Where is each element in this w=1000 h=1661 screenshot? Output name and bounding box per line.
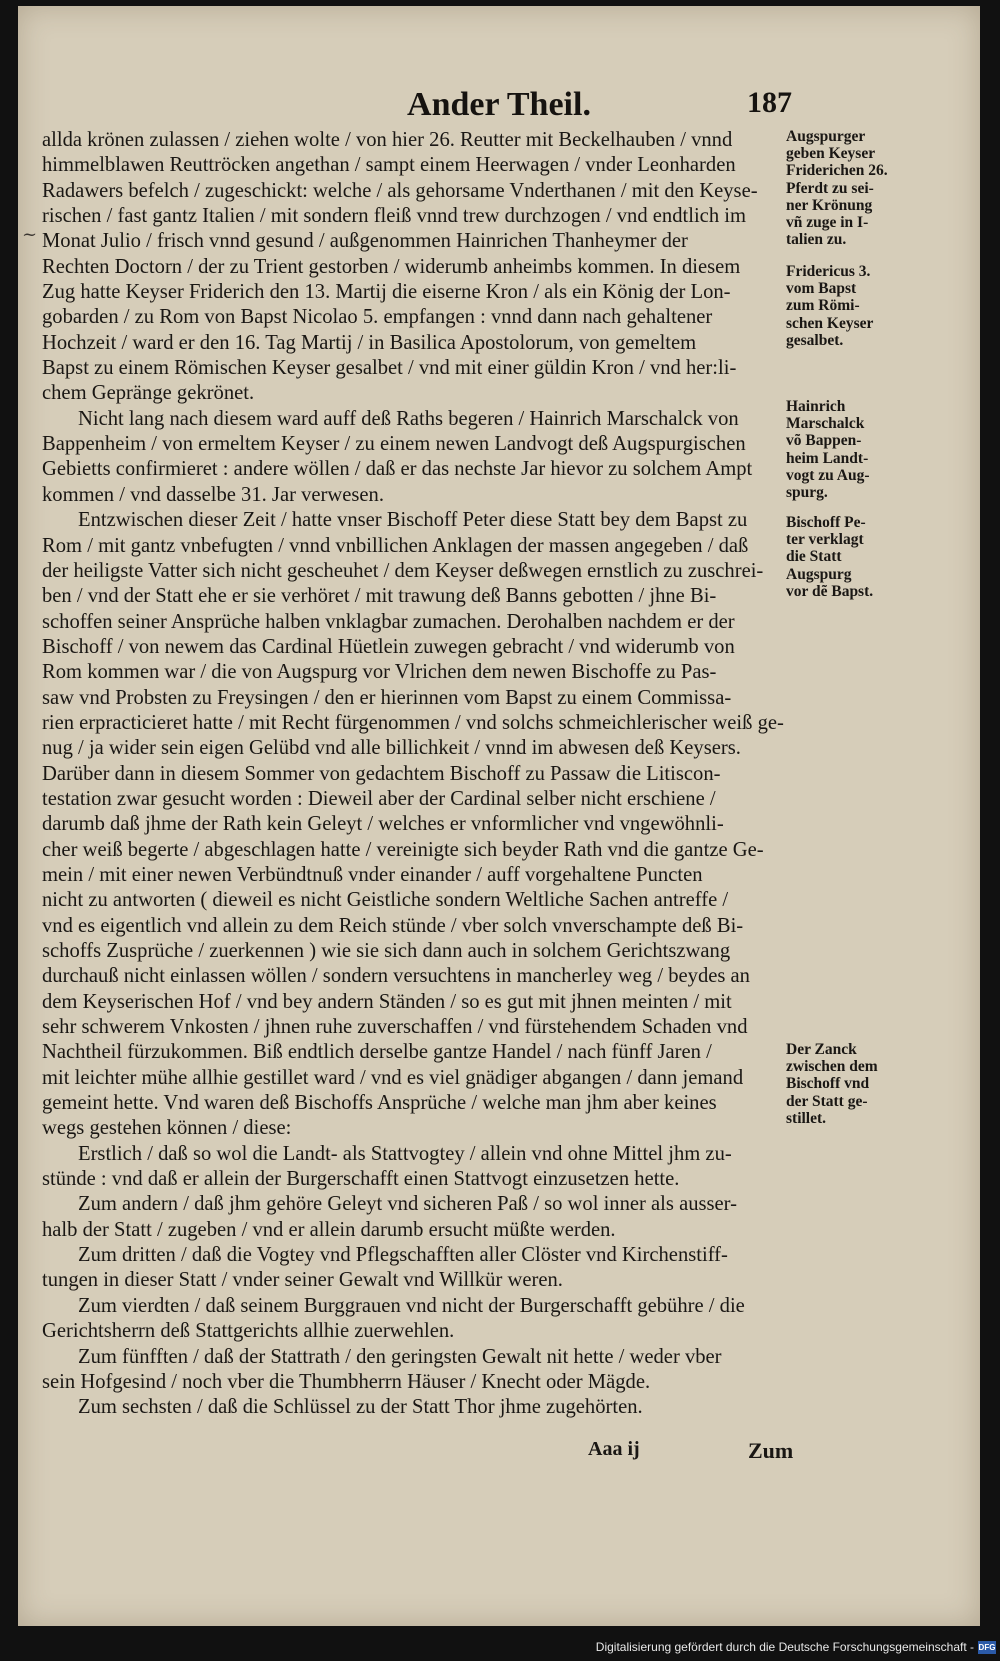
margin-note-line: Fridericus 3. — [786, 263, 871, 280]
margin-note-line: spurg. — [786, 484, 828, 502]
text-line: stünde : vnd daß er allein der Burgerschafft einen Stattvogt einzusetzen hette. — [42, 1168, 680, 1191]
margin-note-line: der Statt ge- — [786, 1092, 868, 1110]
dfg-logo-icon: DFG — [978, 1643, 996, 1652]
text-line: himmelblawen Reuttröcken angethan / sampt einem Heerwagen / vnder Leonharden — [42, 154, 736, 177]
text-line: schoffen seiner Ansprüche halben vnklagbar zumachen. Derohalben nachdem er der — [42, 610, 735, 633]
text-line: schoffs Zusprüche / zuerkennen ) wie sie sich dann auch in solchem Gerichtszwang — [42, 940, 731, 962]
text-line: rien erpracticieret hatte / mit Recht fürgenommen / vnd solchs schmeichlerischer weiß ge- — [42, 711, 784, 734]
text-line: Nachtheil fürzukommen. Biß endtlich derselbe gantze Handel / nach fünff Jaren / — [42, 1041, 712, 1064]
page-number: 187 — [747, 86, 792, 119]
margin-note-5 — [786, 1041, 980, 1127]
margin-note-line: Friderichen 26. — [786, 162, 888, 180]
footer-bar — [0, 1637, 1000, 1661]
margin-mark: ~ — [22, 224, 38, 245]
margin-note-line: geben Keyser — [786, 145, 876, 163]
text-line: mit leichter mühe allhie gestillet ward / vnd es viel gnädiger abgangen / dann jemand — [42, 1066, 744, 1089]
text-line: wegs gestehen können / diese: — [42, 1117, 292, 1140]
text-line: saw vnd Probsten zu Freysingen / den er hierinnen vom Bapst zu einem Commissa- — [42, 686, 732, 709]
text-line: chem Gepränge gekrönet. — [42, 382, 255, 405]
margin-note-line: heim Landt- — [786, 449, 869, 467]
text-line: Bapst zu einem Römischen Keyser gesalbet / vnd mit einer güldin Kron / vnd her:li- — [42, 357, 737, 380]
text-line: kommen / vnd dasselbe 31. Jar verwesen. — [42, 483, 384, 506]
text-line: Zum sechsten / daß die Schlüssel zu der Statt Thor jhme zugehörten. — [78, 1396, 643, 1419]
margin-note-line: stillet. — [786, 1109, 827, 1127]
running-header-title: Ander Theil. — [407, 86, 591, 123]
text-line: der heiligste Vatter sich nicht gescheuhet / dem Keyser deßwegen ernstlich zu zuschrei- — [42, 559, 764, 582]
text-line: mein / mit einer newen Verbündtnuß vnder einander / auff vorgehaltene Puncten — [42, 863, 703, 886]
margin-note-line: Hainrich — [786, 398, 846, 415]
text-line: Hochzeit / ward er den 16. Tag Martij / in Basilica Apostolorum, von gemeltem — [42, 331, 697, 354]
text-line: Zug hatte Keyser Friderich den 13. Martij die eiserne Kron / als ein König der Lon- — [42, 281, 731, 304]
text-line: Bappenheim / von ermeltem Keyser / zu einem newen Landvogt deß Augspurgischen — [42, 433, 746, 456]
text-line: nicht zu antworten ( dieweil es nicht Geistliche sondern Weltliche Sachen antreffe / — [42, 889, 729, 912]
margin-note-line: talien zu. — [786, 231, 847, 249]
text-line: gobarden / zu Rom von Bapst Nicolao 5. empfangen : vnnd dann nach gehaltener — [42, 306, 713, 329]
text-line: Zum fünfften / daß der Stattrath / den geringsten Gewalt nit hette / weder vber — [78, 1345, 722, 1368]
margin-note-line: Augspurg — [786, 565, 852, 583]
text-line: vnd es eigentlich vnd allein zu dem Reich stünde / vber solch vnverschampte deß Bi- — [42, 914, 744, 937]
margin-note-line: vom Bapst — [786, 280, 857, 298]
text-line: durchauß nicht einlassen wöllen / sondern versuchtens in mancherley weg / beydes an — [42, 965, 750, 988]
text-line: dem Keyserischen Hof / vnd bey andern Ständen / so es gut mit jhnen meinten / mit — [42, 990, 732, 1013]
margin-note-4 — [786, 514, 980, 600]
text-line: rischen / fast gantz Italien / mit sondern fleiß vnnd trew durchzogen / vnd endtlich im — [42, 205, 746, 228]
main-text-column — [42, 128, 798, 1421]
text-line: sein Hofgesind / noch vber die Thumbherrn Häuser / Knecht oder Mägde. — [42, 1370, 651, 1393]
text-line: Radawers befelch / zugeschickt: welche / als gehorsame Vnderthanen / mit den Keyse- — [42, 179, 758, 202]
text-line: Nicht lang nach diesem ward auff deß Raths begeren / Hainrich Marschalck von — [78, 407, 739, 430]
text-line: testation zwar gesucht worden : Dieweil aber der Cardinal selber nicht erschiene / — [42, 787, 716, 810]
text-line: Erstlich / daß so wol die Landt- als Stattvogtey / allein vnd ohne Mittel jhm zu- — [78, 1142, 732, 1165]
margin-note-line: die Statt — [786, 548, 842, 566]
text-line: Rechten Doctorn / der zu Trient gestorben / widerumb anheimbs kommen. In diesem — [42, 255, 741, 278]
margin-note-line: gesalbet. — [786, 331, 844, 349]
margin-note-1 — [786, 128, 980, 248]
text-line: allda krönen zulassen / ziehen wolte / von hier 26. Reutter mit Beckelhauben / vnnd — [42, 129, 733, 151]
margin-note-line: ner Krönung — [786, 196, 873, 214]
text-line: Bischoff / von newem das Cardinal Hüetlein zuwegen gebracht / vnd widerumb von — [42, 635, 735, 658]
text-line: Zum vierdten / daß seinem Burggrauen vnd nicht der Burgerschafft gebühre / die — [78, 1294, 745, 1317]
margin-note-line: zum Römi- — [786, 297, 860, 315]
margin-note-line: ter verklagt — [786, 531, 864, 549]
text-line: gemeint hette. Vnd waren deß Bischoffs Ansprüche / welche man jhm aber keines — [42, 1092, 717, 1115]
text-line: darumb daß jhme der Rath kein Geleyt / welches er vnformlicher vnd vngewöhnli- — [42, 813, 724, 836]
margin-note-line: Der Zanck — [786, 1041, 857, 1058]
text-line: Darüber dann in diesem Sommer von gedachtem Bischoff zu Passaw die Litiscon- — [42, 762, 721, 785]
text-line: cher weiß begerte / abgeschlagen hatte / vereinigte sich beyder Rath vnd die gantze Ge- — [42, 838, 764, 861]
margin-note-2 — [786, 263, 980, 349]
margin-note-line: vogt zu Aug- — [786, 466, 870, 484]
text-line: Rom kommen war / die von Augspurg vor Vlrichen dem newen Bischoffe zu Pas- — [42, 661, 717, 684]
book-page — [18, 6, 980, 1626]
text-line: Entzwischen dieser Zeit / hatte vnser Bischoff Peter diese Statt bey dem Bapst zu — [78, 509, 748, 532]
text-line: Zum dritten / daß die Vogtey vnd Pflegschafften aller Clöster vnd Kirchenstiff- — [78, 1244, 728, 1267]
margin-note-line: Pferdt zu sei- — [786, 179, 874, 197]
margin-note-line: vor dẽ Bapst. — [786, 582, 874, 600]
text-line: Rom / mit gantz vnbefugten / vnnd vnbillichen Anklagen der massen angegeben / daß — [42, 534, 749, 557]
text-line: Gerichtsherrn deß Stattgerichts allhie zuerwehlen. — [42, 1320, 455, 1343]
margin-note-3 — [786, 398, 980, 501]
margin-note-line: vñ zuge in I- — [786, 214, 869, 232]
text-line: ben / vnd der Statt ehe er sie verhöret / mit trawung deß Banns gebotten / jhne Bi- — [42, 585, 717, 608]
margin-note-line: Bischoff Pe- — [786, 514, 866, 531]
funding-credit: Digitalisierung gefördert durch die Deutsche Forschungsgemeinschaft - — [595, 1640, 974, 1654]
catchword: Zum — [748, 1438, 794, 1463]
margin-note-line: võ Bappen- — [786, 432, 862, 450]
text-line: Monat Julio / frisch vnnd gesund / außgenommen Hainrichen Thanheymer der — [42, 230, 688, 253]
text-line: Zum andern / daß jhm gehöre Geleyt vnd sicheren Paß / so wol inner als ausser- — [78, 1193, 737, 1216]
signature-mark: Aaa ij — [588, 1438, 640, 1460]
text-line: halb der Statt / zugeben / vnd er allein darumb ersucht müßte werden. — [42, 1218, 616, 1241]
text-line: Gebietts confirmieret : andere wöllen / daß er das nechste Jar hievor zu solchem Ampt — [42, 458, 753, 481]
margin-note-line: Augspurger — [786, 128, 866, 145]
margin-note-line: Bischoff vnd — [786, 1075, 870, 1093]
text-line: tungen in dieser Statt / vnder seiner Gewalt vnd Willkür weren. — [42, 1269, 563, 1292]
margin-note-line: Marschalck — [786, 415, 865, 433]
margin-note-line: schen Keyser — [786, 314, 874, 332]
text-line: sehr schwerem Vnkosten / jhnen ruhe zuverschaffen / vnd fürstehendem Schaden vnd — [42, 1016, 748, 1039]
margin-note-line: zwischen dem — [786, 1058, 878, 1076]
text-line: nug / ja wider sein eigen Gelübd vnd alle billichkeit / vnnd im abwesen deß Keysers. — [42, 737, 741, 760]
